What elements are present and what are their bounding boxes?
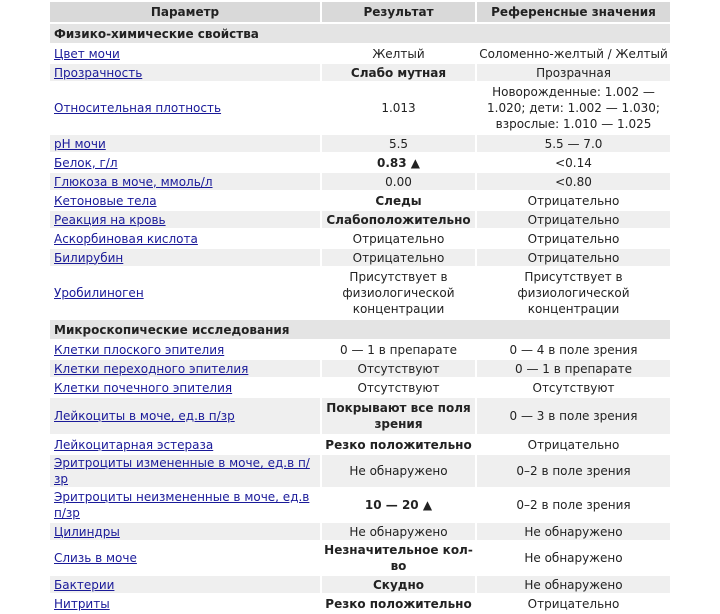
section-title: Микроскопические исследования xyxy=(50,320,670,339)
result-cell: Отрицательно xyxy=(320,249,475,266)
table-row xyxy=(50,249,670,266)
parameter-link[interactable]: Реакция на кровь xyxy=(54,212,166,227)
parameter-link[interactable]: Уробилиноген xyxy=(54,286,144,300)
header-parameter: Параметр xyxy=(50,2,320,22)
result-cell: 10 — 20 ▲ xyxy=(320,489,475,521)
table-row xyxy=(50,230,670,247)
table-row xyxy=(50,268,670,318)
result-cell: Следы xyxy=(320,192,475,209)
result-cell: 0 — 1 в препарате xyxy=(320,341,475,358)
section-title: Физико-химические свойства xyxy=(50,24,670,43)
parameter-link[interactable]: Клетки почечного эпителия xyxy=(54,380,233,395)
reference-cell: 0–2 в поле зрения xyxy=(475,489,670,521)
parameter-cell xyxy=(50,268,320,318)
result-cell: Отсутствуют xyxy=(320,379,475,396)
parameter-link[interactable]: Лейкоциты в моче, ед.в п/зр xyxy=(54,409,235,423)
table-row xyxy=(50,523,670,540)
result-cell: Резко положительно xyxy=(320,436,475,453)
result-cell: Отсутствуют xyxy=(320,360,475,377)
result-cell: Отрицательно xyxy=(320,230,475,247)
result-cell: Не обнаружено xyxy=(320,455,475,487)
parameter-cell xyxy=(50,45,320,62)
reference-cell: Отрицательно xyxy=(475,249,670,266)
reference-cell: 0 — 1 в препарате xyxy=(475,360,670,377)
result-cell: Слабо мутная xyxy=(320,64,475,81)
reference-cell: Отсутствуют xyxy=(475,379,670,396)
parameter-cell xyxy=(50,576,320,593)
result-cell: Покрывают все поля зрения xyxy=(320,398,475,434)
result-cell: 0.83 ▲ xyxy=(320,154,475,171)
result-cell: 0.00 xyxy=(320,173,475,190)
table-row xyxy=(50,576,670,593)
result-cell: Не обнаружено xyxy=(320,523,475,540)
parameter-cell xyxy=(50,173,320,190)
reference-cell: Отрицательно xyxy=(475,436,670,453)
parameter-cell xyxy=(50,249,320,266)
parameter-cell xyxy=(50,379,320,396)
urinalysis-table xyxy=(50,0,670,614)
result-cell: Желтый xyxy=(320,45,475,62)
parameter-link[interactable]: Цвет мочи xyxy=(54,46,120,61)
table-row xyxy=(50,436,670,453)
parameter-cell xyxy=(50,192,320,209)
result-cell: 1.013 xyxy=(320,83,475,133)
parameter-cell xyxy=(50,83,320,133)
reference-cell: Не обнаружено xyxy=(475,542,670,574)
parameter-cell xyxy=(50,360,320,377)
parameter-cell xyxy=(50,436,320,453)
parameter-link[interactable]: Эритроциты измененные в моче, ед.в п/зр xyxy=(54,456,310,486)
table-row xyxy=(50,398,670,434)
result-cell: 5.5 xyxy=(320,135,475,152)
reference-cell: Отрицательно xyxy=(475,230,670,247)
parameter-link[interactable]: Нитриты xyxy=(54,596,110,611)
reference-cell: Новорожденные: 1.002 — 1.020; дети: 1.002 — 1.030; взрослые: 1.010 — 1.025 xyxy=(475,83,670,133)
reference-cell: 0 — 3 в поле зрения xyxy=(475,398,670,434)
reference-cell: Не обнаружено xyxy=(475,523,670,540)
parameter-cell xyxy=(50,489,320,521)
table-row xyxy=(50,192,670,209)
section-header-row xyxy=(50,320,670,339)
reference-cell: Не обнаружено xyxy=(475,576,670,593)
table-row xyxy=(50,455,670,487)
table-row xyxy=(50,360,670,377)
parameter-cell xyxy=(50,455,320,487)
table-row xyxy=(50,83,670,133)
parameter-link[interactable]: Аскорбиновая кислота xyxy=(54,231,198,246)
table-row xyxy=(50,341,670,358)
parameter-link[interactable]: Эритроциты неизмененные в моче, ед.в п/зр xyxy=(54,490,310,520)
table-row xyxy=(50,45,670,62)
result-cell: Резко положительно xyxy=(320,595,475,612)
table-row xyxy=(50,379,670,396)
parameter-link[interactable]: Относительная плотность xyxy=(54,101,222,115)
table-row xyxy=(50,489,670,521)
header-result: Результат xyxy=(320,2,475,22)
parameter-link[interactable]: Кетоновые тела xyxy=(54,193,157,208)
parameter-cell xyxy=(50,211,320,228)
result-cell: Скудно xyxy=(320,576,475,593)
header-reference: Референсные значения xyxy=(475,2,670,22)
reference-cell: Отрицательно xyxy=(475,211,670,228)
parameter-cell xyxy=(50,64,320,81)
result-cell: Присутствует в физиологической концентрации xyxy=(320,268,475,318)
parameter-cell xyxy=(50,135,320,152)
table-row xyxy=(50,542,670,574)
table-row xyxy=(50,595,670,612)
table-row xyxy=(50,173,670,190)
parameter-cell xyxy=(50,398,320,434)
table-row xyxy=(50,211,670,228)
parameter-link[interactable]: Билирубин xyxy=(54,250,124,265)
reference-cell: <0.80 xyxy=(475,173,670,190)
parameter-link[interactable]: Белок, г/л xyxy=(54,155,118,170)
result-cell: Слабоположительно xyxy=(320,211,475,228)
reference-cell: Соломенно-желтый / Желтый xyxy=(475,45,670,62)
parameter-link[interactable]: Клетки плоского эпителия xyxy=(54,342,225,357)
table-row xyxy=(50,64,670,81)
table-header-row xyxy=(50,2,670,22)
parameter-cell xyxy=(50,341,320,358)
reference-cell: 5.5 — 7.0 xyxy=(475,135,670,152)
reference-cell: Прозрачная xyxy=(475,64,670,81)
parameter-cell xyxy=(50,154,320,171)
section-header-row xyxy=(50,24,670,43)
table-row xyxy=(50,154,670,171)
parameter-link[interactable]: рН мочи xyxy=(54,136,106,151)
parameter-cell xyxy=(50,595,320,612)
parameter-link[interactable]: Клетки переходного эпителия xyxy=(54,361,249,376)
result-cell: Незначительное кол-во xyxy=(320,542,475,574)
parameter-link[interactable]: Слизь в моче xyxy=(54,551,137,565)
reference-cell: Присутствует в физиологической концентрации xyxy=(475,268,670,318)
reference-cell: Отрицательно xyxy=(475,192,670,209)
table-row xyxy=(50,135,670,152)
table-body xyxy=(50,24,670,612)
reference-cell: Отрицательно xyxy=(475,595,670,612)
parameter-link[interactable]: Бактерии xyxy=(54,577,115,592)
parameter-cell xyxy=(50,523,320,540)
parameter-link[interactable]: Глюкоза в моче, ммоль/л xyxy=(54,174,213,189)
parameter-cell xyxy=(50,542,320,574)
parameter-cell xyxy=(50,230,320,247)
reference-cell: <0.14 xyxy=(475,154,670,171)
parameter-link[interactable]: Прозрачность xyxy=(54,65,143,80)
reference-cell: 0 — 4 в поле зрения xyxy=(475,341,670,358)
reference-cell: 0–2 в поле зрения xyxy=(475,455,670,487)
parameter-link[interactable]: Лейкоцитарная эстераза xyxy=(54,437,214,452)
parameter-link[interactable]: Цилиндры xyxy=(54,524,120,539)
